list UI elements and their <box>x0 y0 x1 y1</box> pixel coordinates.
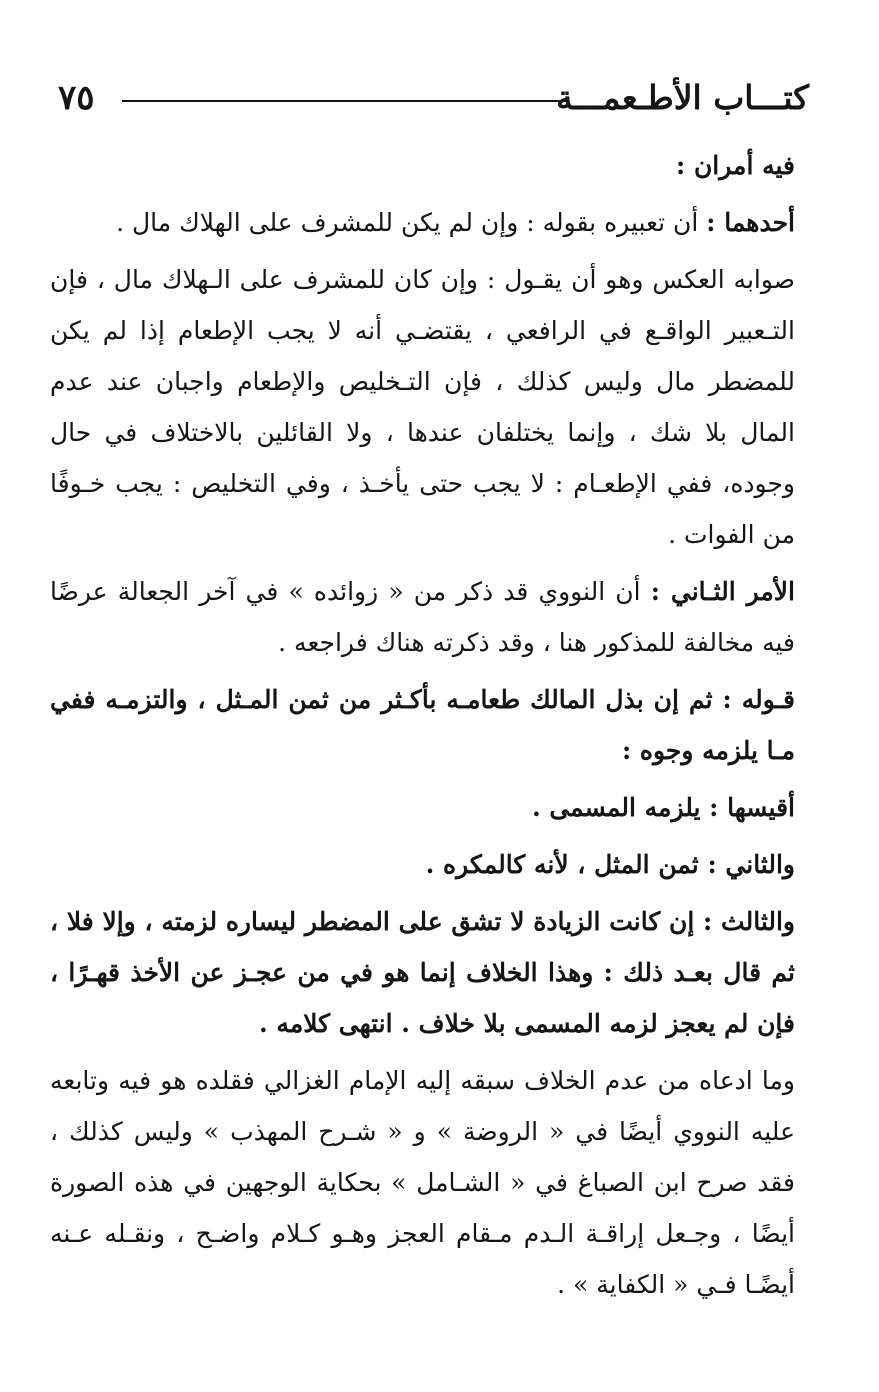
paragraph <box>50 566 821 668</box>
paragraph-text: والثالث : إن كانت الزيادة لا تشق على المضطر ليساره لزمته ، وإلا فلا ، ثم قال بعـد ذلك : وهذا الخلاف إنما هو في من عجـز عن الأخذ قهـرًا ، فإن لم يعجز لزمه المسمى بلا خلاف . انتهى كلامه . <box>50 907 795 1038</box>
paragraph <box>50 1055 821 1310</box>
quoted-paragraph <box>50 896 821 1049</box>
paragraph-text: وما ادعاه من عدم الخلاف سبقه إليه الإمام الغزالي فقلده هو فيه وتابعه عليه النووي أيضًا في « الروضة » و « شـرح المهذب » وليس كذلك ، فقد صرح ابن الصباغ في « الشـامل » بحكاية الوجهين في هذه الصورة أيضًا ، وجـعل إراقـة الـدم مـقام العجز وهـو كـلام واضـح ، ونقـله عـنه أيضًـا فـي « الكفاية » . <box>50 1066 795 1299</box>
paragraph-text: قـوله : ثم إن بذل المالك طعامـه بأكـثر من ثمن المـثل ، والتزمـه ففي مـا يلزمه وجوه : <box>50 685 795 765</box>
paragraph-lead: الأمر الثـاني : <box>650 577 795 606</box>
running-title: كتـــاب الأطـعمـــة <box>556 78 809 117</box>
page-body <box>50 140 821 1316</box>
paragraph-lead: فيه أمران : <box>676 151 795 180</box>
paragraph <box>50 140 821 191</box>
header-rule <box>122 100 569 102</box>
paragraph-text: أن النووي قد ذكر من « زوائده » في آخر الجعالة عرضًا فيه مخالفة للمذكور هنا ، وقد ذكرته هناك فراجعه . <box>50 577 795 657</box>
quoted-paragraph <box>50 782 821 833</box>
paragraph-text: أن تعبيره بقوله : وإن لم يكن للمشرف على الهلاك مال . <box>116 208 707 237</box>
paragraph-lead: أحدهما : <box>706 208 795 237</box>
paragraph-text: أقيسها : يلزمه المسمى . <box>531 793 795 822</box>
page-header <box>58 76 809 124</box>
paragraph <box>50 197 821 248</box>
paragraph-text: والثاني : ثمن المثل ، لأنه كالمكره . <box>425 850 795 879</box>
paragraph <box>50 254 821 560</box>
page-number: ٧٥ <box>58 78 95 118</box>
paragraph-text: صوابه العكس وهو أن يقـول : وإن كان للمشرف على الـهلاك مال ، فإن التـعبير الواقـع في الرافعي ، يقتضـي أنه لا يجب الإطعام إذا لم يكن للمضطر مال وليس كذلك ، فإن التـخليص والإطعام واجبان عند عدم المال بلا شك ، وإنما يختلفان عندها ، ولا القائلين بالاختلاف في حال وجوده، ففي الإطعـام : لا يجب حتى يأخـذ ، وفي التخليص : يجب خـوفًا من الفوات . <box>50 265 795 549</box>
quoted-paragraph <box>50 839 821 890</box>
quoted-paragraph <box>50 674 821 776</box>
